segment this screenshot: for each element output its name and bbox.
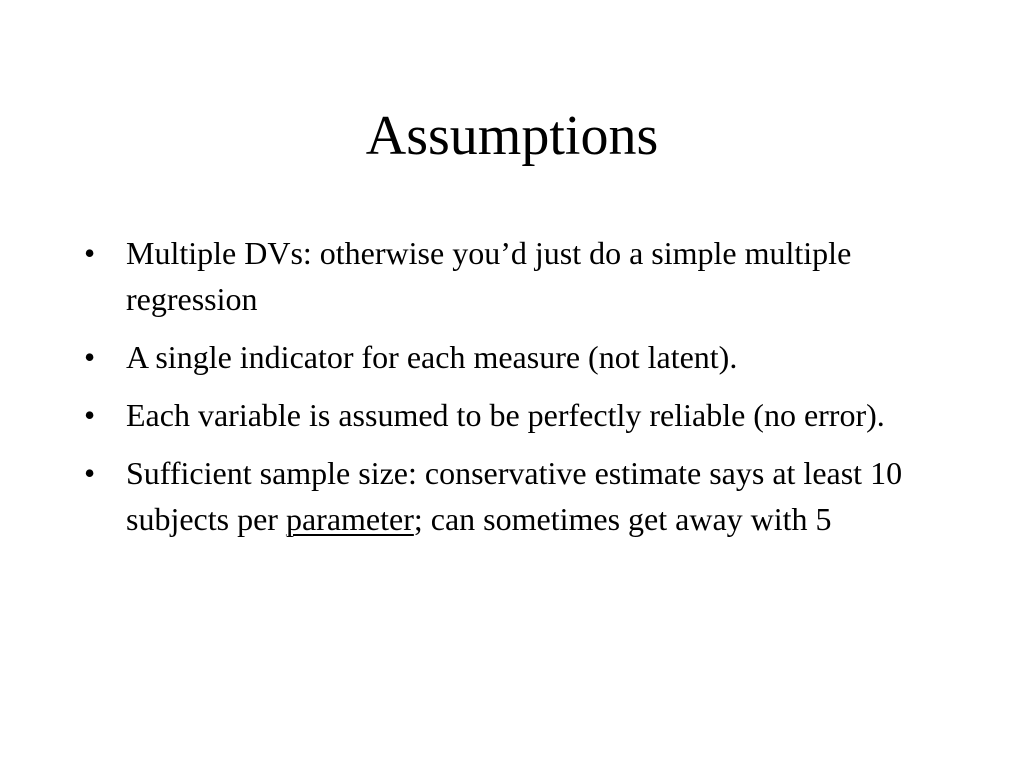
slide-title: Assumptions bbox=[365, 105, 659, 167]
bullet-marker: • bbox=[84, 397, 96, 433]
bullet-text bbox=[126, 455, 902, 537]
bullet-item bbox=[84, 334, 954, 380]
bullet-marker: • bbox=[84, 455, 96, 491]
bullet-item bbox=[84, 230, 954, 322]
bullet-text: Multiple DVs: otherwise you’d just do a simple multiple regression bbox=[126, 235, 852, 317]
bullet-marker: • bbox=[84, 339, 96, 375]
bullet-list bbox=[84, 230, 954, 554]
bullet-text: A single indicator for each measure (not latent). bbox=[126, 339, 738, 375]
bullet-item bbox=[84, 392, 954, 438]
bullet-text-part: ; can sometimes get away with 5 bbox=[413, 501, 832, 537]
bullet-marker: • bbox=[84, 235, 96, 271]
bullet-text-part: Sufficient sample size: conservative estimate says at least 10 subjects per bbox=[126, 455, 903, 537]
bullet-item bbox=[84, 450, 954, 542]
bullet-text: Each variable is assumed to be perfectly reliable (no error). bbox=[126, 397, 885, 433]
underlined-term: parameter bbox=[285, 501, 414, 537]
